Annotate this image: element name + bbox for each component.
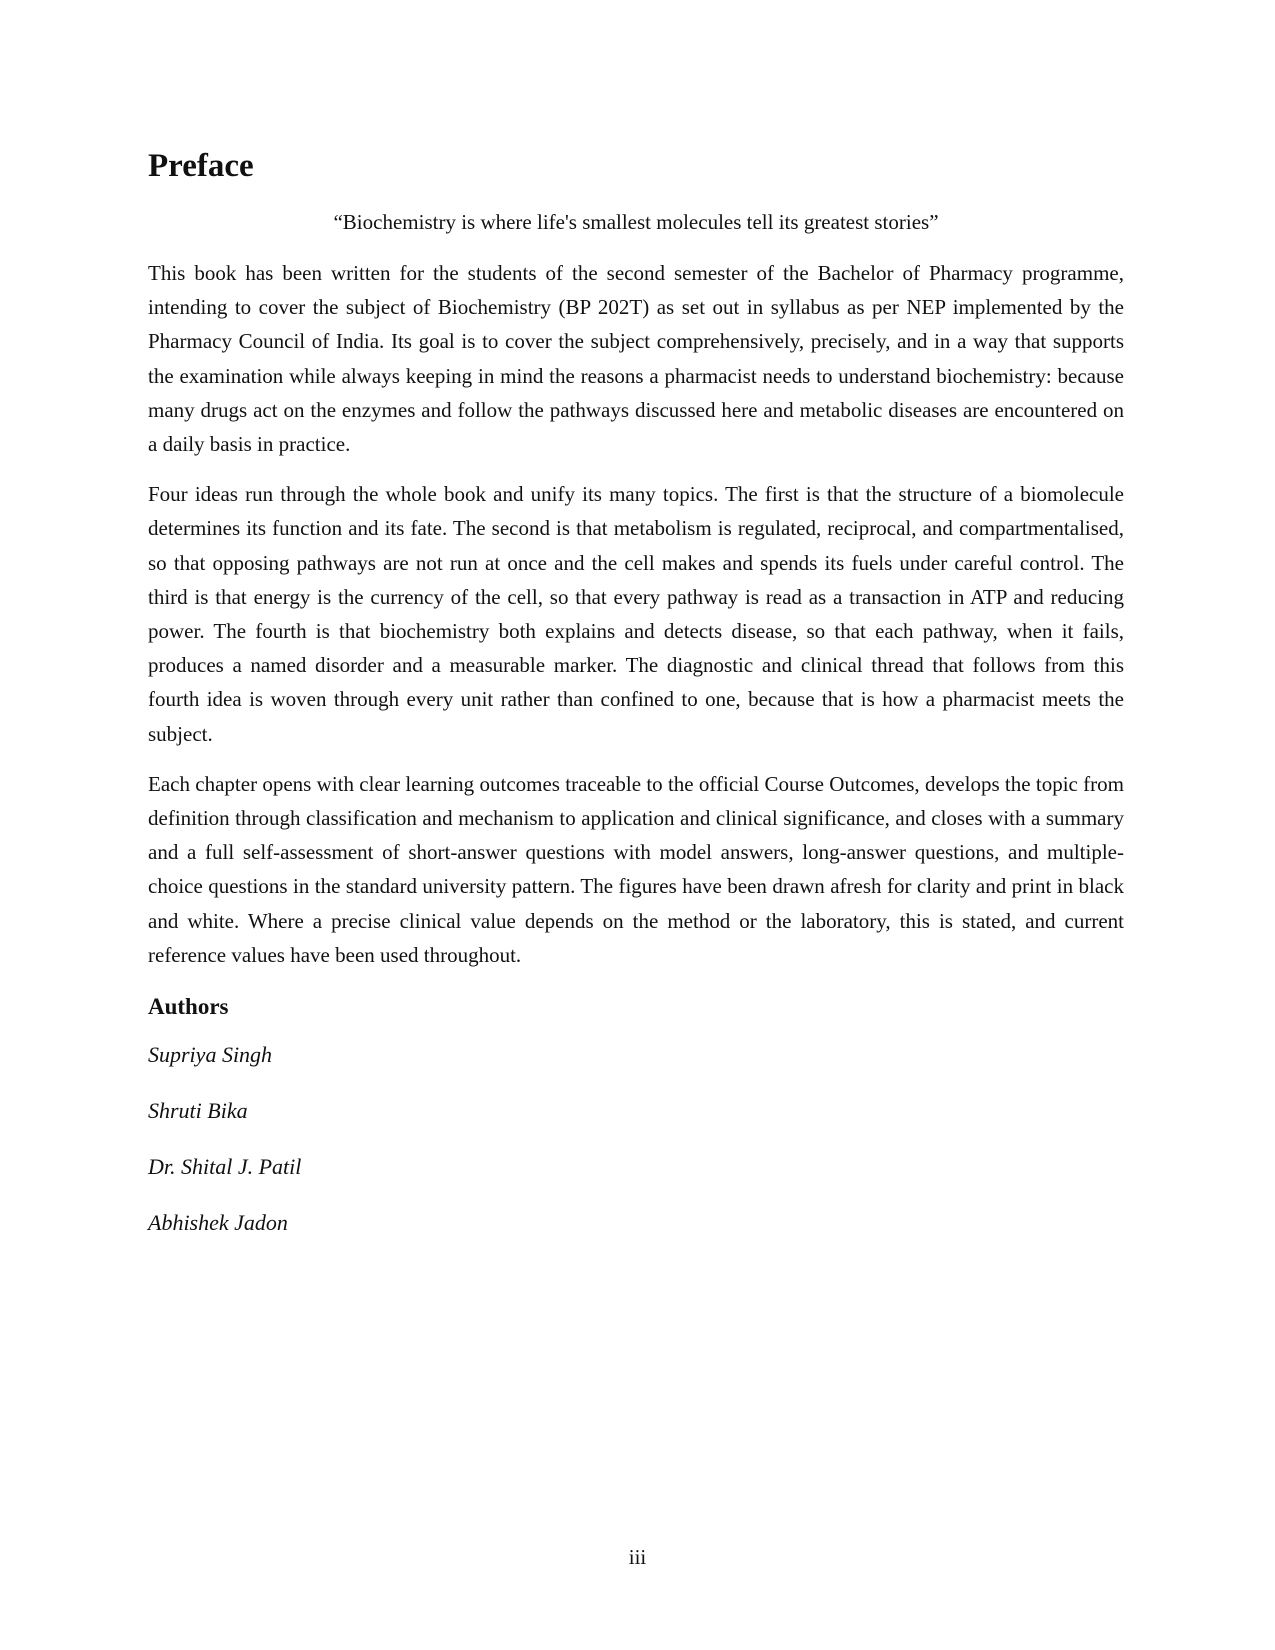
author-name-4: Abhishek Jadon (148, 1210, 288, 1236)
page-number: iii (628, 1545, 647, 1569)
page-content (148, 146, 1124, 1264)
preface-paragraph-2: Four ideas run through the whole book and unify its many topics. The first is that the structure of a biomolecule determines its function and its fate. The second is that metabolism is regulated, reciprocal, and compartmentalised, so that opposing pathways are not run at once and the cell makes and spends its fuels under careful control. The third is that energy is the currency of the cell, so that every pathway is read as a transaction in ATP and reducing power. The fourth is that biochemistry both explains and detects disease, so that each pathway, when it fails, produces a named disorder and a measurable marker. The diagnostic and clinical thread that follows from this fourth idea is woven through every unit rather than confined to one, because that is how a pharmacist meets the subject. (148, 482, 1124, 746)
author-name-2: Shruti Bika (148, 1098, 248, 1124)
author-name-3: Dr. Shital J. Patil (148, 1154, 302, 1180)
epigraph-quote: “Biochemistry is where life's smallest molecules tell its greatest stories” (333, 210, 939, 234)
page-title: Preface (148, 148, 254, 184)
author-name-1: Supriya Singh (148, 1042, 273, 1068)
preface-paragraph-3: Each chapter opens with clear learning outcomes traceable to the official Course Outcomes, develops the topic from definition through classification and mechanism to application and clinical significance, and closes with a summary and a full self-assessment of short-answer questions with model answers, long-answer questions, and multiple-choice questions in the standard university pattern. The figures have been drawn afresh for clarity and print in black and white. Where a precise clinical value depends on the method or the laboratory, this is stated, and current reference values have been used throughout. (148, 771, 1124, 967)
preface-paragraph-1: This book has been written for the students of the second semester of the Bachelor of Pharmacy programme, intending to cover the subject of Biochemistry (BP 202T) as set out in syllabus as per NEP implemented by the Pharmacy Council of India. Its goal is to cover the subject comprehensively, precisely, and in a way that supports the examination while always keeping in mind the reasons a pharmacist needs to understand biochemistry: because many drugs act on the enzymes and follow the pathways discussed here and metabolic diseases are encountered on a daily basis in practice. (148, 261, 1124, 457)
authors-heading: Authors (148, 994, 229, 1020)
